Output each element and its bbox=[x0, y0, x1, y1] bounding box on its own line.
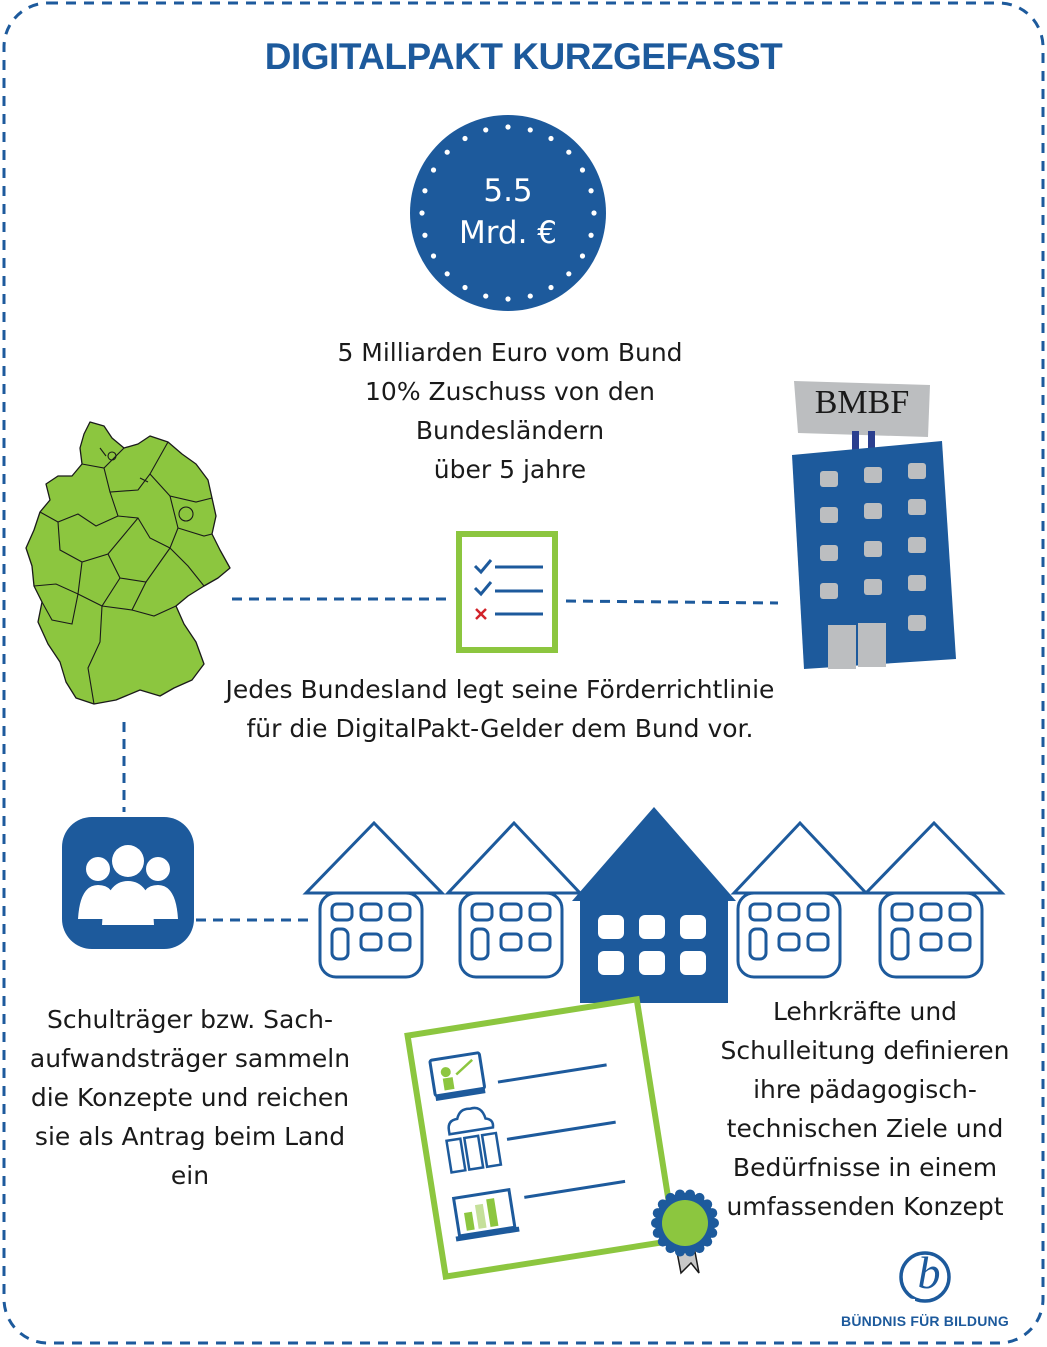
school-carrier-line: die Konzepte und reichen bbox=[30, 1083, 350, 1112]
logo-name: BÜNDNIS FÜR BILDUNG bbox=[841, 1313, 1009, 1329]
page-title: DIGITALPAKT KURZGEFASST bbox=[264, 36, 783, 77]
guideline-line: Jedes Bundesland legt seine Förderrichtlinie bbox=[225, 675, 775, 704]
funding-line: 5 Milliarden Euro vom Bund bbox=[337, 338, 683, 367]
teachers-line: umfassenden Konzept bbox=[726, 1192, 1004, 1221]
concept-document-icon bbox=[395, 985, 725, 1285]
building-sign: BMBF bbox=[814, 384, 910, 421]
school-house-icon bbox=[306, 823, 442, 977]
school-carrier-text bbox=[10, 1000, 370, 1195]
teachers-line: technischen Ziele und bbox=[726, 1114, 1004, 1143]
logo-letter: b bbox=[917, 1247, 941, 1298]
guideline-text bbox=[180, 670, 820, 748]
school-carrier-line: sie als Antrag beim Land bbox=[34, 1122, 346, 1151]
school-carrier-line: aufwandsträger sammeln bbox=[29, 1044, 351, 1073]
germany-map-icon bbox=[20, 418, 235, 708]
teachers-text bbox=[690, 992, 1040, 1226]
coin-amount-unit: Mrd. € bbox=[458, 215, 558, 251]
school-houses bbox=[300, 805, 1010, 1005]
school-carrier-line: ein bbox=[170, 1161, 210, 1190]
teachers-line: Lehrkräfte und bbox=[772, 997, 958, 1026]
funding-line: über 5 jahre bbox=[433, 455, 587, 484]
teachers-line: ihre pädagogisch- bbox=[753, 1075, 977, 1104]
teachers-line: Schulleitung definieren bbox=[720, 1036, 1010, 1065]
funding-line: Bundesländern bbox=[415, 416, 605, 445]
funding-line: 10% Zuschuss von den bbox=[365, 377, 655, 406]
guideline-line: für die DigitalPakt-Gelder dem Bund vor. bbox=[246, 714, 754, 743]
school-house-icon bbox=[734, 823, 866, 977]
school-carrier-line: Schulträger bzw. Sach- bbox=[47, 1005, 333, 1034]
people-group-icon bbox=[60, 815, 196, 951]
school-house-icon bbox=[448, 823, 580, 977]
school-house-icon bbox=[866, 823, 1002, 977]
checklist-icon bbox=[455, 530, 559, 654]
coin-amount-number: 5.5 bbox=[483, 173, 533, 209]
teachers-line: Bedürfnisse in einem bbox=[732, 1153, 998, 1182]
school-house-main-icon bbox=[572, 807, 736, 1003]
